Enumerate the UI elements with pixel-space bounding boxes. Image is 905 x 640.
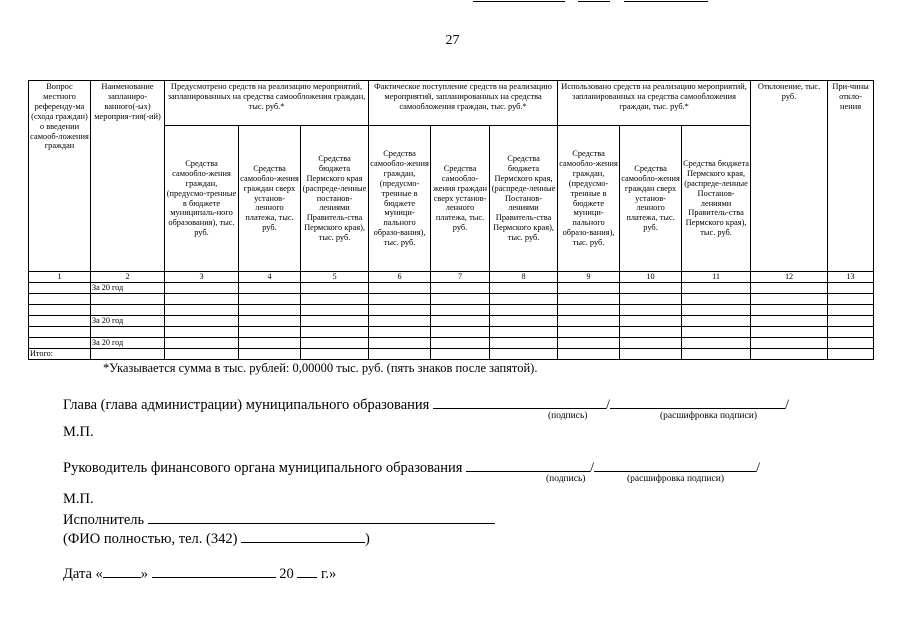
header-planned: Предусмотрено средств на реализацию мероприятий, запланированных на средства самообложения граждан, тыс. руб.* xyxy=(165,81,369,126)
fio-close: ) xyxy=(365,531,370,547)
date-end: г.» xyxy=(321,566,337,582)
signature-blank[interactable] xyxy=(433,395,606,409)
column-number: 11 xyxy=(682,272,751,283)
slash: / xyxy=(590,460,595,476)
table-row xyxy=(29,326,874,337)
table-row xyxy=(29,337,874,348)
slash: / xyxy=(756,460,761,476)
column-number: 12 xyxy=(751,272,828,283)
subheader-actual-regional-budget: Средства бюджета Пермского края, (распреде-ленные Постанов-лениями Правитель-ства Пермского края), тыс. руб. xyxy=(490,126,558,272)
column-number: 2 xyxy=(91,272,165,283)
table-row xyxy=(29,315,874,326)
subheader-used-over-payment: Средства самообло-жения граждан сверх установ-ленного платежа, тыс. руб. xyxy=(620,126,682,272)
subheader-used-self-tax: Средства самообло-жения граждан, (предусмо-тренные в бюджете муници-пального образо-вания), тыс. руб. xyxy=(558,126,620,272)
signature-blank[interactable] xyxy=(466,458,590,472)
header-deviation: Отклонение, тыс. руб. xyxy=(751,81,828,272)
year-label: За 20 год xyxy=(91,337,165,348)
slash: / xyxy=(605,397,610,413)
report-table xyxy=(28,80,874,360)
subheader-planned-regional-budget: Средства бюджета Пермского края (распреде-ленные постанов-лениями Правитель-ства Пермского края), тыс. руб. xyxy=(301,126,369,272)
fio-label: (ФИО полностью, тел. (342) xyxy=(63,531,238,547)
column-number-row xyxy=(29,272,874,283)
date-year: 20 xyxy=(279,566,294,582)
year-label: За 20 год xyxy=(91,315,165,326)
head-label: Глава (глава администрации) муниципального образования xyxy=(63,397,430,413)
column-number: 10 xyxy=(620,272,682,283)
executor-blank[interactable] xyxy=(148,510,495,524)
signature-caption: (подпись) xyxy=(546,474,586,484)
decipher-blank[interactable] xyxy=(594,458,756,472)
top-rule xyxy=(624,1,708,2)
phone-blank[interactable] xyxy=(241,529,365,543)
column-number: 9 xyxy=(558,272,620,283)
top-rule xyxy=(578,1,610,2)
top-rule xyxy=(473,1,565,2)
table-row xyxy=(29,304,874,315)
finance-label: Руководитель финансового органа муниципального образования xyxy=(63,460,463,476)
column-number: 4 xyxy=(239,272,301,283)
decipher-caption: (расшифровка подписи) xyxy=(660,411,757,421)
decipher-caption: (расшифровка подписи) xyxy=(627,474,724,484)
month-blank[interactable] xyxy=(152,564,276,578)
column-number: 7 xyxy=(431,272,490,283)
subheader-actual-self-tax: Средства самообло-жения граждан, (предусмо-тренные в бюджете муници-пального образо-вания), тыс. руб. xyxy=(369,126,431,272)
column-number: 3 xyxy=(165,272,239,283)
column-number: 13 xyxy=(828,272,874,283)
table-row xyxy=(29,282,874,293)
signature-caption: (подпись) xyxy=(548,411,588,421)
footnote: *Указывается сумма в тыс. рублей: 0,00000 тыс. руб. (пять знаков после запятой). xyxy=(103,361,538,375)
header-actual: Фактическое поступление средств на реализацию мероприятий, запланированных на средства самообложения граждан, тыс. руб.* xyxy=(369,81,558,126)
column-number: 8 xyxy=(490,272,558,283)
header-event-name: Наименование запланиро-ванного(-ых) мероприя-тия(-ий) xyxy=(91,81,165,272)
stamp-place: М.П. xyxy=(63,424,94,440)
fio-line xyxy=(63,529,370,548)
total-label: Итого: xyxy=(29,348,91,359)
date-label: Дата « xyxy=(63,566,103,582)
decipher-blank[interactable] xyxy=(610,395,785,409)
subheader-planned-over-payment: Средства самообло-жения граждан сверх установ-ленного платежа, тыс. руб. xyxy=(239,126,301,272)
header-reasons: При-чины откло-нения xyxy=(828,81,874,272)
year-blank[interactable] xyxy=(297,564,317,578)
column-number: 6 xyxy=(369,272,431,283)
year-label: За 20 год xyxy=(91,282,165,293)
subheader-planned-self-tax: Средства самообло-жения граждан, (предусмо-тренные в бюджете муниципаль-ного образования), тыс. руб. xyxy=(165,126,239,272)
header-question: Вопрос местного референду-ма (схода граждан) о введении самооб-ложения граждан xyxy=(29,81,91,272)
subheader-used-regional-budget: Средства бюджета Пермского края, (распреде-ленные Постанов-лениями Правитель-ства Пермского края), тыс. руб. xyxy=(682,126,751,272)
date-mid: » xyxy=(140,566,149,582)
table-row xyxy=(29,293,874,304)
page-number: 27 xyxy=(445,33,460,48)
total-row xyxy=(29,348,874,359)
slash: / xyxy=(785,397,790,413)
column-number: 1 xyxy=(29,272,91,283)
header-used: Использовано средств на реализацию мероприятий, запланированных на средства самообложения граждан, тыс. руб.* xyxy=(558,81,751,126)
executor-line xyxy=(63,510,495,529)
executor-label: Исполнитель xyxy=(63,512,145,528)
day-blank[interactable] xyxy=(103,564,141,578)
date-line xyxy=(63,564,336,583)
stamp-place: М.П. xyxy=(63,491,94,507)
column-number: 5 xyxy=(301,272,369,283)
subheader-actual-over-payment: Средства самообло-жения граждан сверх установ-ленного платежа, тыс. руб. xyxy=(431,126,490,272)
